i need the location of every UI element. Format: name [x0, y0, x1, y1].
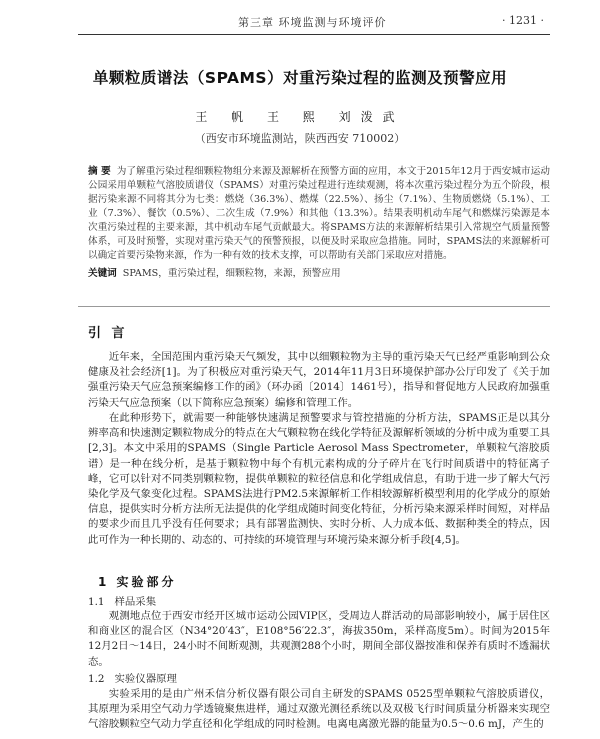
abstract-block — [88, 165, 550, 263]
abstract-label: 摘 要 — [88, 166, 111, 177]
abstract-text: 为了解重污染过程细颗粒物组分来源及源解析在预警方面的应用，本文于2015年12月于西安城市运动公园采用单颗粒气溶胶质谱仪（SPAMS）对重污染过程进行连续观测，将本次重污染过程分为五个阶段，根据污染来源不同将其分为七类：燃烧（36.3%）、燃煤（22.5%）、扬尘（7.1%）、生物质燃烧（5.1%）、工业（7.3%）、餐饮（0.5%）、二次生成（7.9%）和其他（13.3%）。结果表明机动车尾气和燃煤污染源是本次重污染过程的主要来源，其中机动车尾气贡献最大。将SPAMS方法的来源解析结果引入常规空气质量预警体系，可及时预警，实现对重污染天气的预警预报，以便及时采取应急措施。同时，SPAMS法的来源解析可以确定首要污染物来源，作为一种有效的技术支撑，可以帮助有关部门采取应对措施。 — [88, 166, 550, 261]
subsection-heading-1-1 — [88, 593, 156, 608]
subsection-number: 1.2 — [88, 673, 105, 685]
keywords-text: SPAMS，重污染过程，细颗粒物，来源，预警应用 — [122, 268, 341, 279]
author-list: 王 帆 王 熙 刘泼武 — [195, 110, 405, 124]
running-header — [0, 0, 600, 34]
subsection-heading-1-2 — [88, 670, 177, 685]
abstract-divider — [78, 306, 550, 307]
experiment-paragraph-2: 实验采用的是由广州禾信分析仪器有限公司自主研发的SPAMS 0525型单颗粒气溶胶质谱仪，其原理为采用空气动力学透镜聚焦进样，通过双激光测径系统以及双极飞行时间质量分析器来实现空气溶胶颗粒空气动力学直径和化学组成的同时检测。电离电离激光器的能量为0.5～0.6 mJ，产生的 — [88, 688, 550, 731]
subsection-title: 样品采集 — [114, 596, 157, 608]
section-heading-intro: 引 言 — [88, 326, 128, 341]
intro-paragraph-1: 近年来，全国范围内重污染天气频发，其中以细颗粒物为主导的重污染天气已经严重影响到公众健康及社会经济[1]。为了积极应对重污染天气，2014年11月3日环境保护部办公厅印发了《关于加强重污染天气应急预案编修工作的函》（环办函〔2014〕1461号），指导和督促地方人民政府加强重污染天气应急预案（以下简称应急预案）编修和管理工作。 — [88, 351, 550, 409]
paper-title: 单颗粒质谱法（SPAMS）对重污染过程的监测及预警应用 — [92, 69, 508, 87]
experiment-paragraph-1: 观测地点位于西安市经开区城市运动公园VIP区，受周边人群活动的局部影响较小，属于居住区和商业区的混合区（N34°20′43″，E108°56′22.3″，海拔350m，采样高度5m）。时间为2015年12月2日～14日，24小时不间断观测，共观测288个小时，期间全部仪器按准和保养有质时不透漏状态。 — [88, 610, 550, 668]
intro-paragraph-2: 在此种形势下，就需要一种能够快速满足预警要求与管控措施的分析方法，SPAMS正是以其分辨率高和快速测定颗粒物成分的特点在大气颗粒物在线化学特征及源解析领域的分析中成为重要工具[2,3]。本文中采用的SPAMS（Single Particle Aerosol Mass Spectrometer，单颗粒气溶胶质谱）是一种在线分析，是基于颗粒物中每个有机元素构成的分子碎片在飞行时间质谱中的特征离子峰，它可以针对不同类别颗粒物，提供单颗粒的粒径信息和化学组成信息，有助于进一步了解大气污染化学及气象变化过程。SPAMS法进行PM2.5来源解析工作相较源解析模型利用的化学成分的原始信息，提供实时分析方法所无法提供的化学组成随时间变化特征，分析污染来源采样时间短，对样品的要求少而且几乎没有任何要求；具有部署监测快、实时分析、人力成本低、数据种类全的特点，因此可作为一种长期的、动态的、可持续的环境管理与环境污染来源分析手段[4,5]。 — [88, 412, 550, 546]
subsection-title: 实验仪器原理 — [114, 673, 177, 685]
keywords-label: 关键词 — [88, 268, 117, 279]
keywords-block — [88, 265, 550, 279]
affiliation: （西安市环境监测站，陕西西安 710002） — [194, 132, 406, 145]
header-divider — [78, 34, 550, 35]
chapter-label: 第三章 环境监测与环境评价 — [238, 16, 387, 29]
page-number: · 1231 · — [502, 14, 544, 27]
section-heading-experiment: 1 实验部分 — [98, 575, 177, 589]
subsection-number: 1.1 — [88, 596, 105, 608]
